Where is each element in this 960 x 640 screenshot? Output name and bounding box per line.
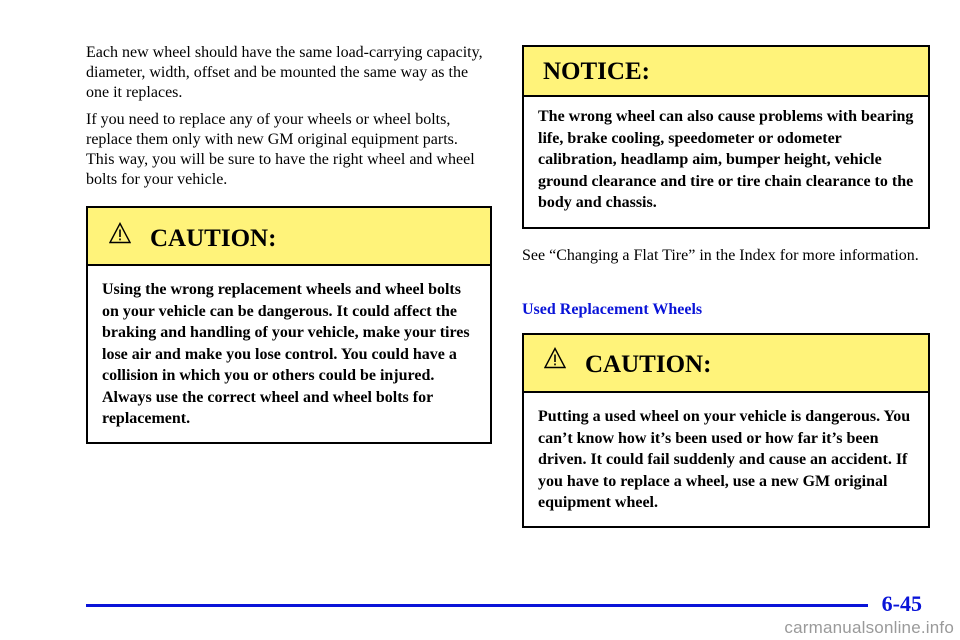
- caution-header: [524, 335, 928, 393]
- caution-box-wrong-wheels: [86, 206, 492, 444]
- paragraph-wheel-specs: Each new wheel should have the same load-carrying capacity, diameter, width, offset and be mounted the same way as the one it replaces.: [86, 44, 483, 101]
- paragraph-replace-parts: If you need to replace any of your wheels or wheel bolts, replace them only with new GM original equipment parts. This way, you will be sure to have the right wheel and wheel bolts for your vehicle.: [86, 111, 475, 188]
- caution-body: Using the wrong replacement wheels and wheel bolts on your vehicle can be dangerous. It could affect the braking and handling of your vehicle, make your tires lose air and make you lose control. You could have a collision in which you or others could be injured. Always use the correct wheel and wheel bolts for replacement.: [102, 281, 470, 427]
- warning-triangle-icon: [544, 347, 566, 369]
- watermark: carmanualsonline.info: [784, 618, 954, 637]
- notice-header: [524, 47, 928, 97]
- caution-box-used-wheels: [522, 333, 930, 528]
- footer-rule: [86, 604, 868, 607]
- warning-triangle-icon: [109, 222, 131, 244]
- notice-title: NOTICE:: [543, 58, 650, 85]
- page-number: 6-45: [881, 591, 922, 616]
- notice-body: The wrong wheel can also cause problems with bearing life, brake cooling, speedometer or odometer calibration, headlamp aim, bumper height, vehicle ground clearance and tire or tire chain clearance to the body and chassis.: [538, 108, 914, 211]
- notice-box: [522, 45, 930, 229]
- caution-body: Putting a used wheel on your vehicle is dangerous. You can’t know how it’s been used or how far it’s been driven. It could fail suddenly and cause an accident. If you have to replace a wheel, use a new GM original equipment wheel.: [538, 408, 911, 511]
- caution-title: CAUTION:: [150, 225, 277, 252]
- section-heading: Used Replacement Wheels: [522, 301, 703, 318]
- paragraph-see-index: See “Changing a Flat Tire” in the Index for more information.: [522, 247, 919, 264]
- caution-header: [88, 208, 490, 266]
- caution-title: CAUTION:: [585, 351, 712, 378]
